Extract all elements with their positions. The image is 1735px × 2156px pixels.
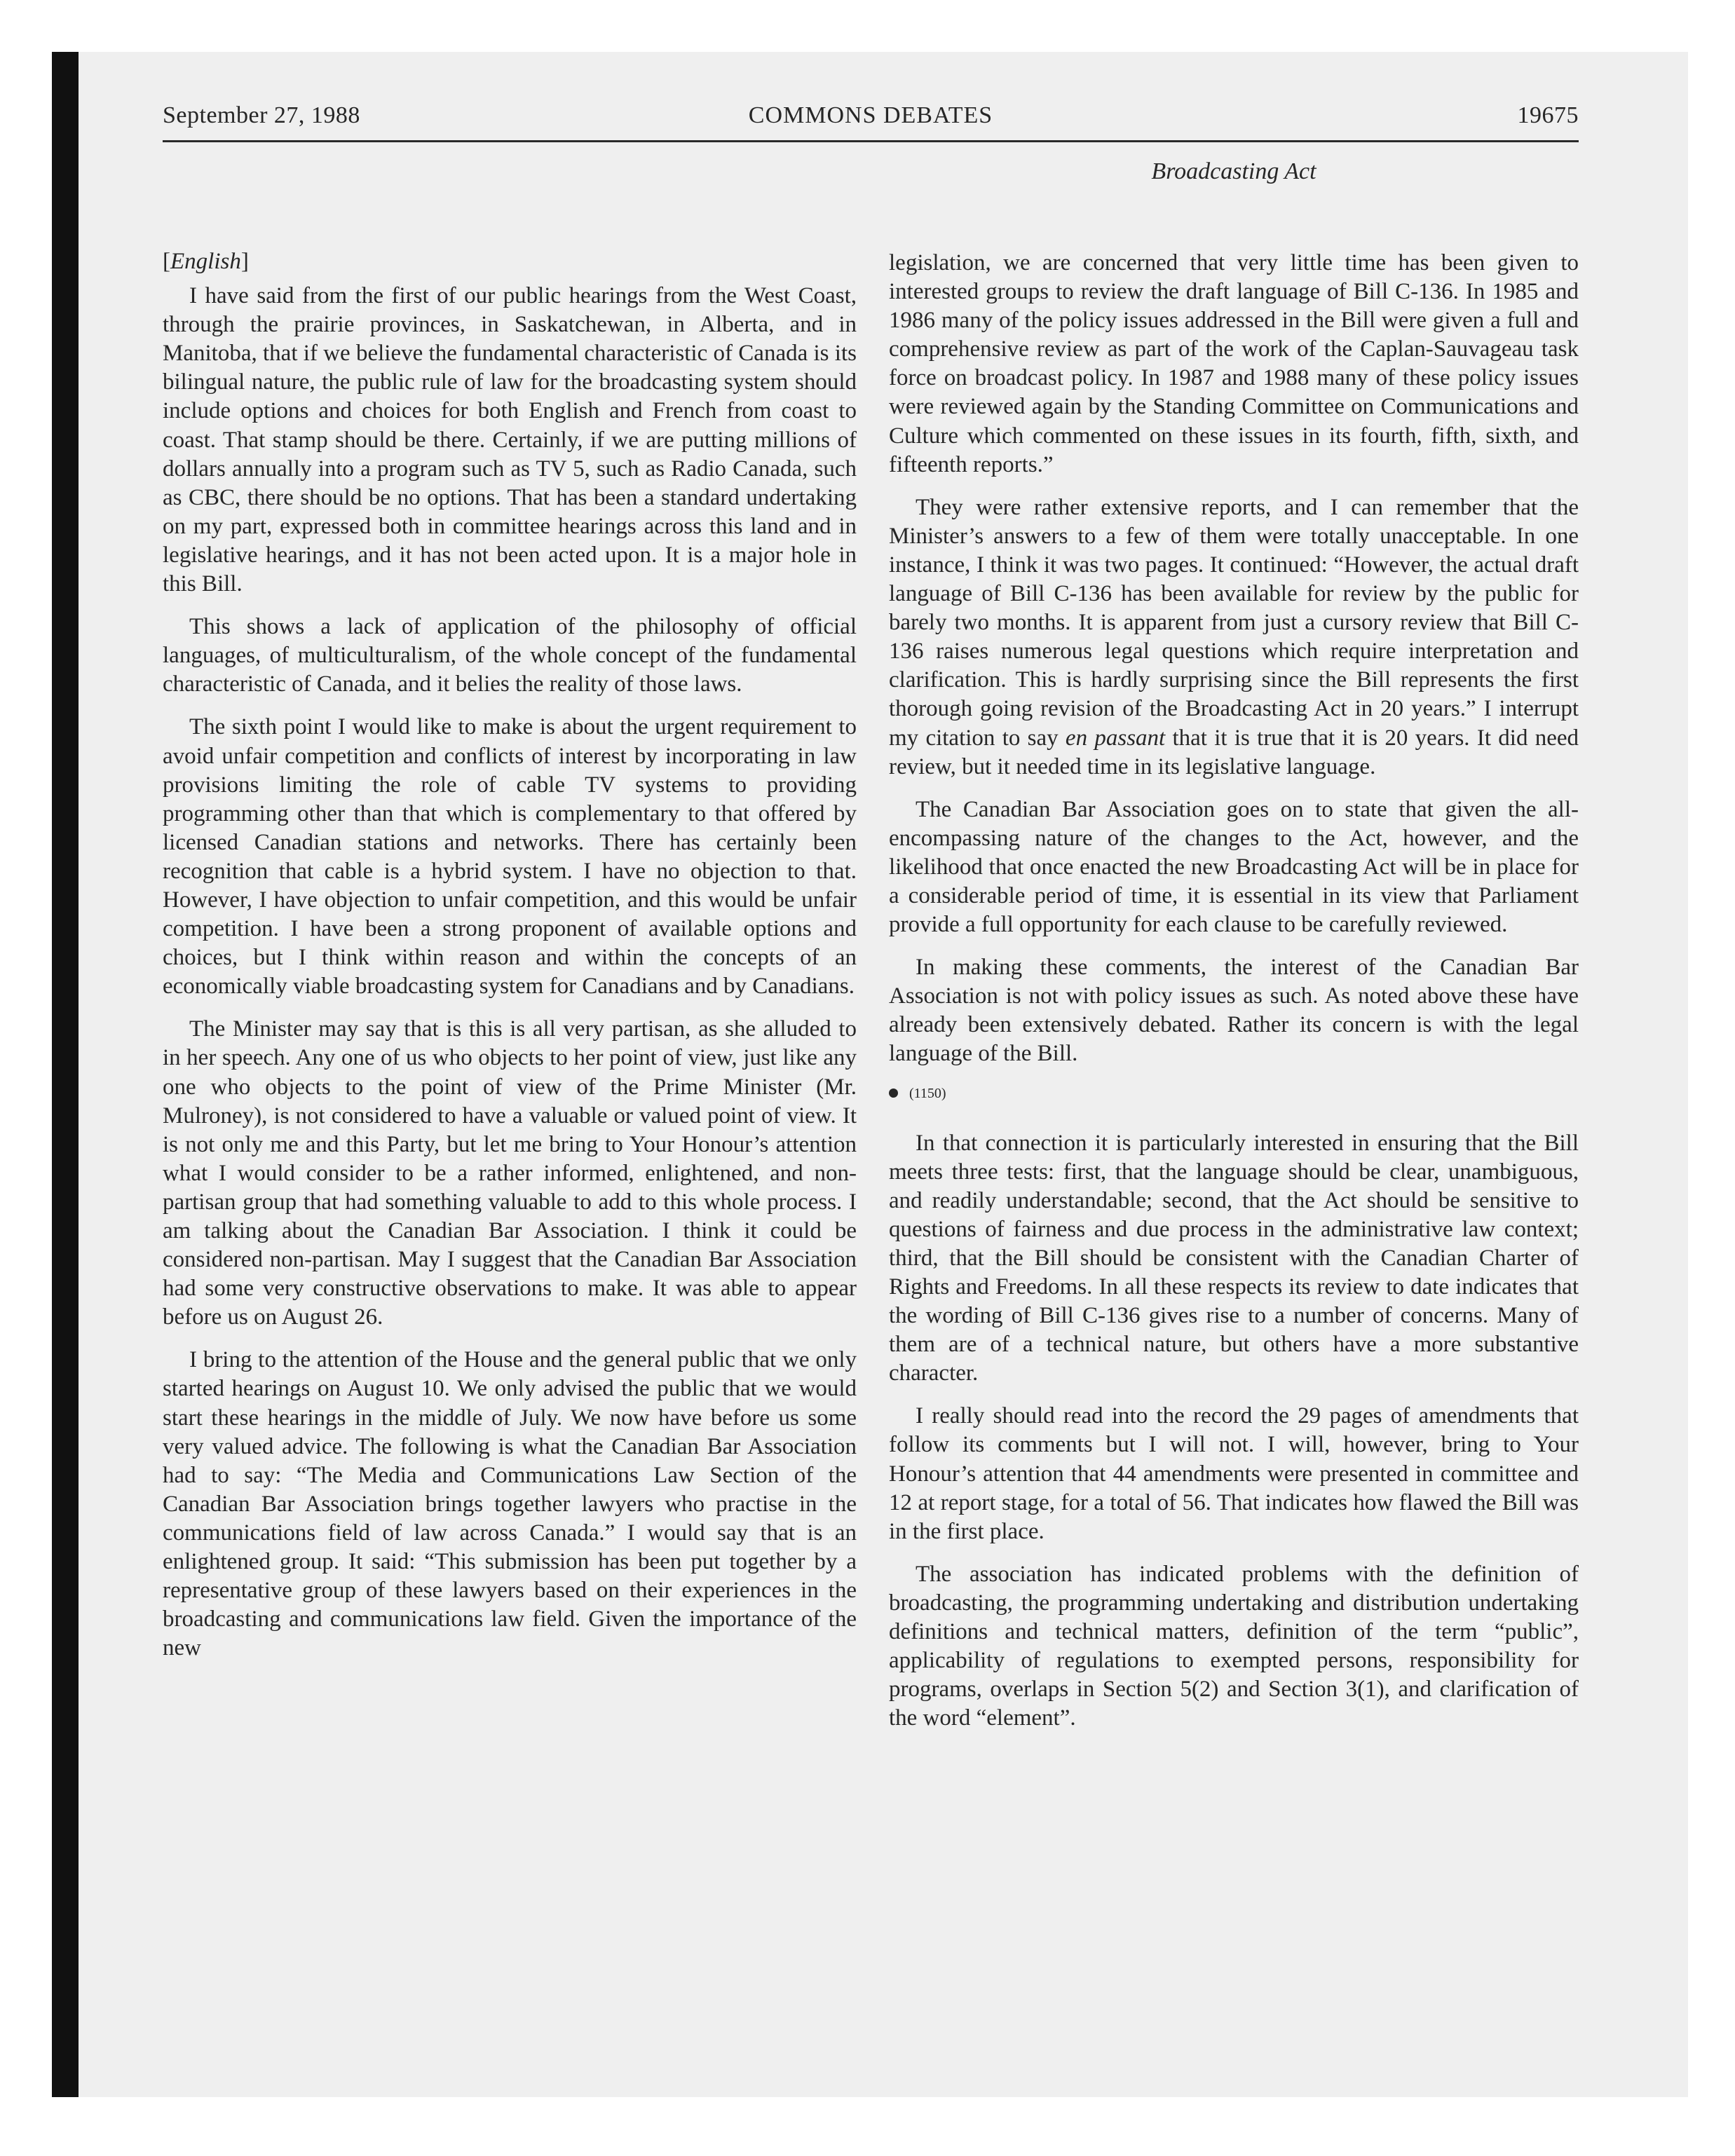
- header-rule: [163, 140, 1579, 142]
- paragraph: In that connection it is particularly interested in ensuring that the Bill meets three tests: first, that the language should be clear, unambiguous, and readily understandable; second, that the Act should be sensitive to questions of fairness and due process in the administrative law context; third, that the Bill should be consistent with the Canadian Charter of Rights and Freedoms. In all these respects its review to date indicates that the wording of Bill C-136 gives rise to a number of concerns. Many of them are of a technical nature, but others have a more substantive character.: [889, 1130, 1579, 1386]
- time-marker: [889, 1083, 1579, 1104]
- right-column: [889, 249, 1579, 1747]
- scan-edge-bar: [52, 52, 79, 2097]
- paragraph-with-italic: [889, 493, 1579, 782]
- language-marker: [English]: [163, 249, 249, 274]
- time-marker-text: (1150): [909, 1085, 946, 1101]
- header-page-number: 19675: [1517, 102, 1579, 128]
- running-header: [163, 102, 1579, 137]
- paragraph: In making these comments, the interest of the Canadian Bar Association is not with policy issues as such. As noted above these have already been extensively debated. Rather its concern is with the legal language of the Bill.: [889, 955, 1579, 1067]
- paragraph: I really should read into the record the 29 pages of amendments that follow its comments but I will not. I will, however, bring to Your Honour’s attention that 44 amendments were presented in committee and 12 at report stage, for a total of 56. That indicates how flawed the Bill was in the first place.: [889, 1403, 1579, 1544]
- header-title: COMMONS DEBATES: [748, 102, 993, 128]
- paragraph: The association has indicated problems with the definition of broadcasting, the programming undertaking and distribution undertaking definitions and technical matters, definition of the term “public”, applicability of regulations to exempted persons, responsibility for programs, overlaps in Section 5(2) and Section 3(1), and clarification of the word “element”.: [889, 1561, 1579, 1731]
- paragraph: This shows a lack of application of the philosophy of official languages, of multiculturalism, of the whole concept of the fundamental characteristic of Canada, and it belies the reality of those laws.: [163, 614, 857, 697]
- paragraph: The Canadian Bar Association goes on to state that given the all-encompassing nature of the changes to the Act, however, and the likelihood that once enacted the new Broadcasting Act will be in place for a considerable period of time, it is essential in its view that Parliament provide a full opportunity for each clause to be carefully reviewed.: [889, 796, 1579, 938]
- paragraph: legislation, we are concerned that very little time has been given to interested groups to review the draft language of Bill C-136. In 1985 and 1986 many of the policy issues addressed in the Bill were given a full and comprehensive review as part of the work of the Caplan-Sauvageau task force on broadcast policy. In 1987 and 1988 many of these policy issues were reviewed again by the Standing Committee on Communications and Culture which commented on these issues in its fourth, fifth, sixth, and fifteenth reports.”: [889, 250, 1579, 477]
- paragraph: The Minister may say that is this is all very partisan, as she alluded to in her speech. Any one of us who objects to her point of view, just like any one who objects to the point of view of the Prime Minister (Mr. Mulroney), is not considered to have a valuable or valued point of view. It is not only me and this Party, but let me bring to Your Honour’s attention what I would consider to be a rather informed, enlightened, and non-partisan group that had something valuable to add to this whole process. I am talking about the Canadian Bar Association. I think it could be considered non-partisan. May I suggest that the Canadian Bar Association had some very constructive observations to make. It was able to appear before us on August 26.: [163, 1016, 857, 1330]
- paragraph: The sixth point I would like to make is about the urgent requirement to avoid unfair competition and conflicts of interest by incorporating in law provisions limiting the role of cable TV systems to providing programming other than that which is complementary to that offered by licensed Canadian stations and networks. There has certainly been recognition that cable is a hybrid system. I have no objection to that. However, I have objection to unfair competition, and this would be unfair competition. I have been a strong proponent of available options and choices, but I think within reason and within the concepts of an economically viable broadcasting system for Canadians and by Canadians.: [163, 714, 857, 999]
- header-date: September 27, 1988: [163, 102, 360, 128]
- language-marker-text: English: [170, 249, 241, 274]
- paragraph: I bring to the attention of the House and the general public that we only started hearings on August 10. We only advised the public that we would start these hearings in the middle of July. We now have before us some very valued advice. The following is what the Canadian Bar Association had to say: “The Media and Communications Law Section of the Canadian Bar Association brings together lawyers who practise in the communications field of law across Canada.” I would say that is an enlightened group. It said: “This submission has been put together by a representative group of these lawyers based on their experiences in the broadcasting and communications law field. Given the importance of the new: [163, 1347, 857, 1661]
- paragraph-text: They were rather extensive reports, and I can remember that the Minister’s answers to a few of them were totally unacceptable. In one instance, I think it was two pages. It continued: “However, the actual draft language of Bill C-136 has been available for review by the public for barely two months. It is apparent from just a cursory review that Bill C-136 raises numerous legal questions which require interpretation and clarification. This is hardly surprising since the Bill represents the first thorough going revision of the Broadcasting Act in 20 years.” I interrupt my citation to say: [889, 494, 1579, 751]
- italic-phrase: en passant: [1065, 725, 1166, 751]
- paragraph-text-tail: that it is true that it is 20 years. It did need review, but it needed time in its legislative language.: [889, 725, 1579, 779]
- left-column: [163, 247, 857, 1677]
- subject-heading: Broadcasting Act: [1151, 158, 1316, 184]
- paragraph: I have said from the first of our public hearings from the West Coast, through the prairie provinces, in Saskatchewan, in Alberta, and in Manitoba, that if we believe the fundamental characteristic of Canada is its bilingual nature, the public rule of law for the broadcasting system should include options and choices for both English and French from coast to coast. That stamp should be there. Certainly, if we are putting millions of dollars annually into a program such as TV 5, such as Radio Canada, such as CBC, there should be no options. That has been a standard undertaking on my part, expressed both in committee hearings across this land and in legislative hearings, and it has not been acted upon. It is a major hole in this Bill.: [163, 283, 857, 597]
- bullet-icon: [889, 1089, 898, 1098]
